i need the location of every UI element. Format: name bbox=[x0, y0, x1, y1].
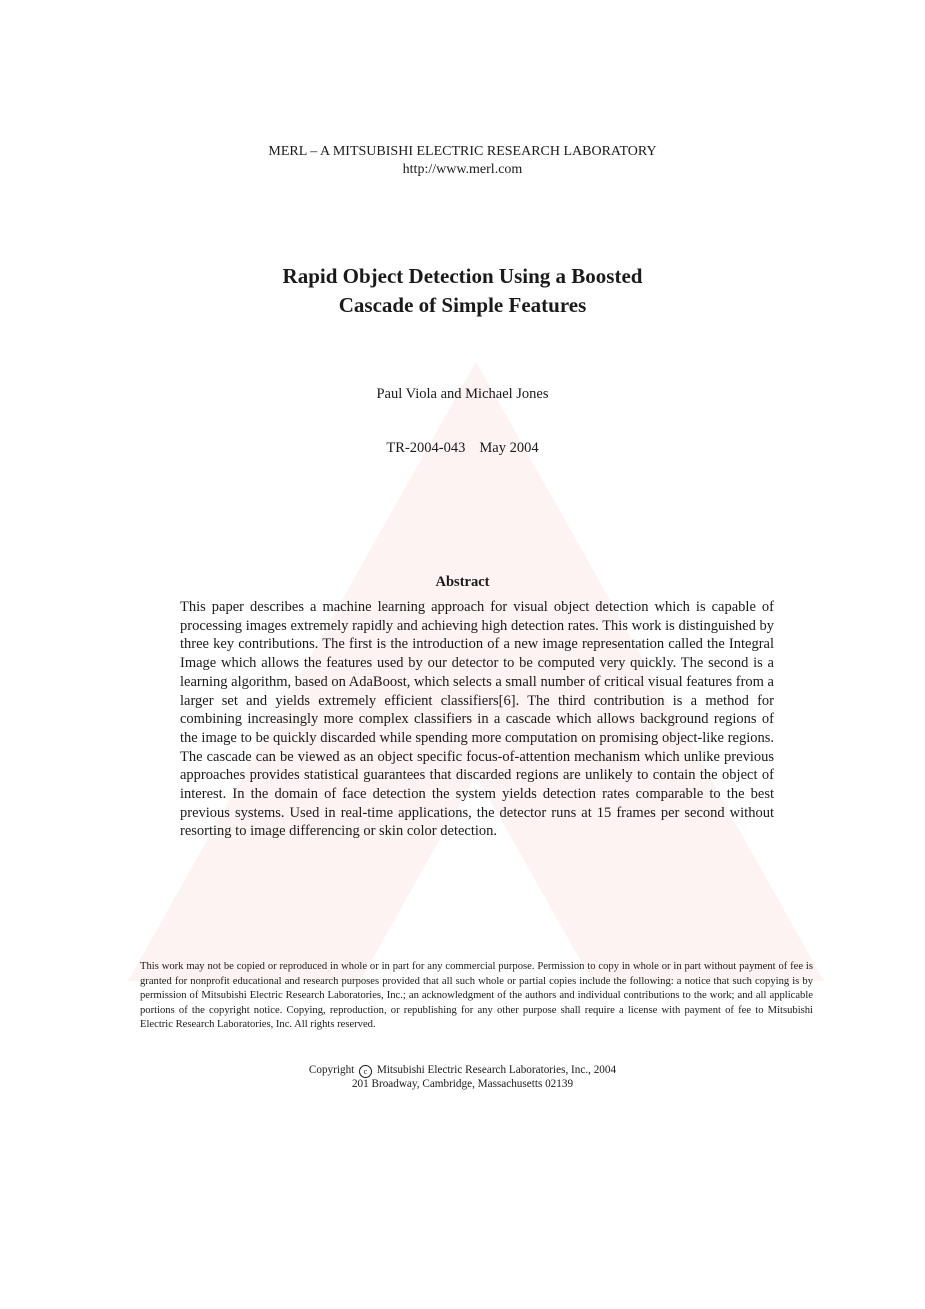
paper-title-line-2: Cascade of Simple Features bbox=[338, 293, 587, 317]
copyright-prefix: Copyright bbox=[308, 1064, 355, 1076]
copyright-line bbox=[0, 1063, 925, 1078]
copyright-holder: Mitsubishi Electric Research Laboratories, Inc., 2004 bbox=[376, 1064, 617, 1076]
address: 201 Broadway, Cambridge, Massachusetts 02139 bbox=[351, 1078, 574, 1090]
paper-title-line-1: Rapid Object Detection Using a Boosted bbox=[282, 264, 643, 288]
report-number: TR-2004-043 bbox=[386, 440, 466, 456]
copyright-notice: This work may not be copied or reproduced in whole or in part for any commercial purpose. Permission to copy in whole or in part without payment of fee is granted for nonprofit educational and research purposes provided that all such whole or partial copies include the following: a notice that such copying is by permission of Mitsubishi Electric Research Laboratories, Inc.; an acknowledgment of the authors and individual contributions to the work; and all applicable portions of the copyright notice. Copying, reproduction, or republishing for any other purpose shall require a license with payment of fee to Mitsubishi Electric Research Laboratories, Inc. All rights reserved. bbox=[140, 961, 813, 1030]
lab-name: MERL – A MITSUBISHI ELECTRIC RESEARCH LABORATORY bbox=[268, 144, 657, 159]
report-info bbox=[0, 439, 925, 457]
lab-url[interactable]: http://www.merl.com bbox=[402, 162, 523, 177]
report-date: May 2004 bbox=[479, 440, 539, 456]
copyright-icon: c bbox=[359, 1065, 372, 1078]
abstract-heading: Abstract bbox=[435, 574, 490, 590]
abstract-text: This paper describes a machine learning approach for visual object detection which is capable of processing images extremely rapidly and achieving high detection rates. This work is distinguished by three key contributions. The first is the introduction of a new image representation called the Integral Image which allows the features used by our detector to be computed very quickly. The second is a learning algorithm, based on AdaBoost, which selects a small number of critical visual features from a larger set and yields extremely efficient classifiers[6]. The third contribution is a method for combining increasingly more complex classifiers in a cascade which allows background regions of the image to be quickly discarded while spending more computation on promising object-like regions. The cascade can be viewed as an object specific focus-of-attention mechanism which unlike previous approaches provides statistical guarantees that discarded regions are unlikely to contain the object of interest. In the domain of face detection the system yields detection rates comparable to the best previous systems. Used in real-time applications, the detector runs at 15 frames per second without resorting to image differencing or skin color detection. bbox=[180, 599, 774, 840]
authors: Paul Viola and Michael Jones bbox=[376, 386, 549, 402]
